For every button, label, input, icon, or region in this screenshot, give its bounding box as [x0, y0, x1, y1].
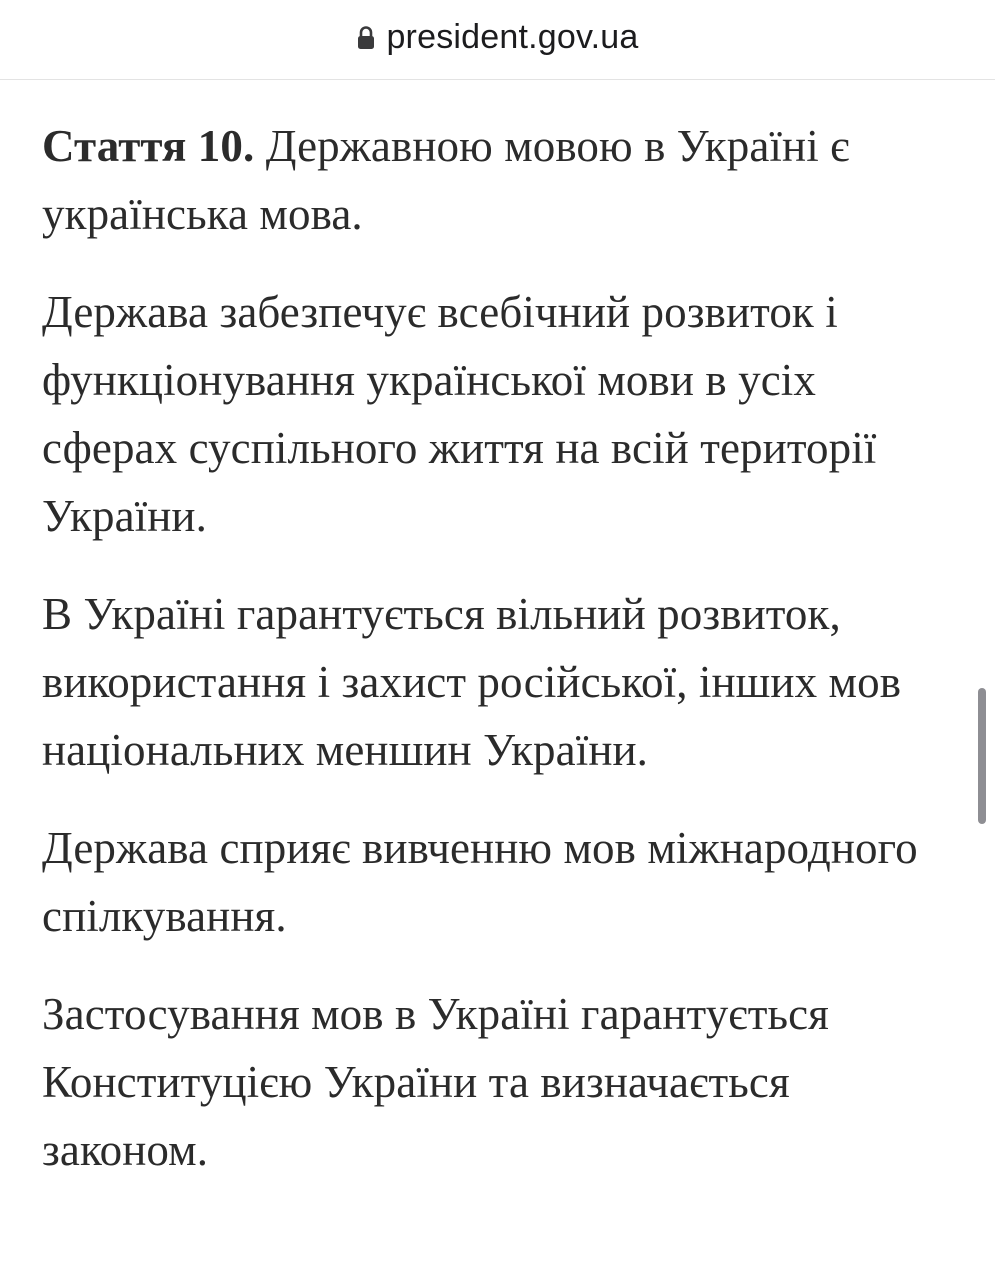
url-text: president.gov.ua	[386, 18, 639, 56]
url-display[interactable]	[356, 18, 638, 57]
article-paragraph	[42, 112, 962, 248]
article-paragraph: В Україні гарантується вільний розвиток, використання і захист російської, інших мов національних меншин України.	[42, 589, 902, 775]
address-bar[interactable]	[0, 0, 995, 80]
article-paragraph: Застосування мов в Україні гарантується Конституцією України та визначається законом.	[42, 989, 829, 1175]
article-label: Стаття 10.	[42, 121, 255, 171]
article-body	[42, 112, 962, 1214]
article-paragraph-text: Державною мовою в Україні є українська мова.	[42, 121, 850, 239]
scrollbar[interactable]	[978, 688, 986, 824]
lock-icon	[356, 25, 376, 51]
article-paragraph: Держава сприяє вивченню мов міжнародного спілкування.	[42, 823, 918, 941]
article-paragraph: Держава забезпечує всебічний розвиток і функціонування української мови в усіх сферах суспільного життя на всій території України.	[42, 287, 877, 541]
